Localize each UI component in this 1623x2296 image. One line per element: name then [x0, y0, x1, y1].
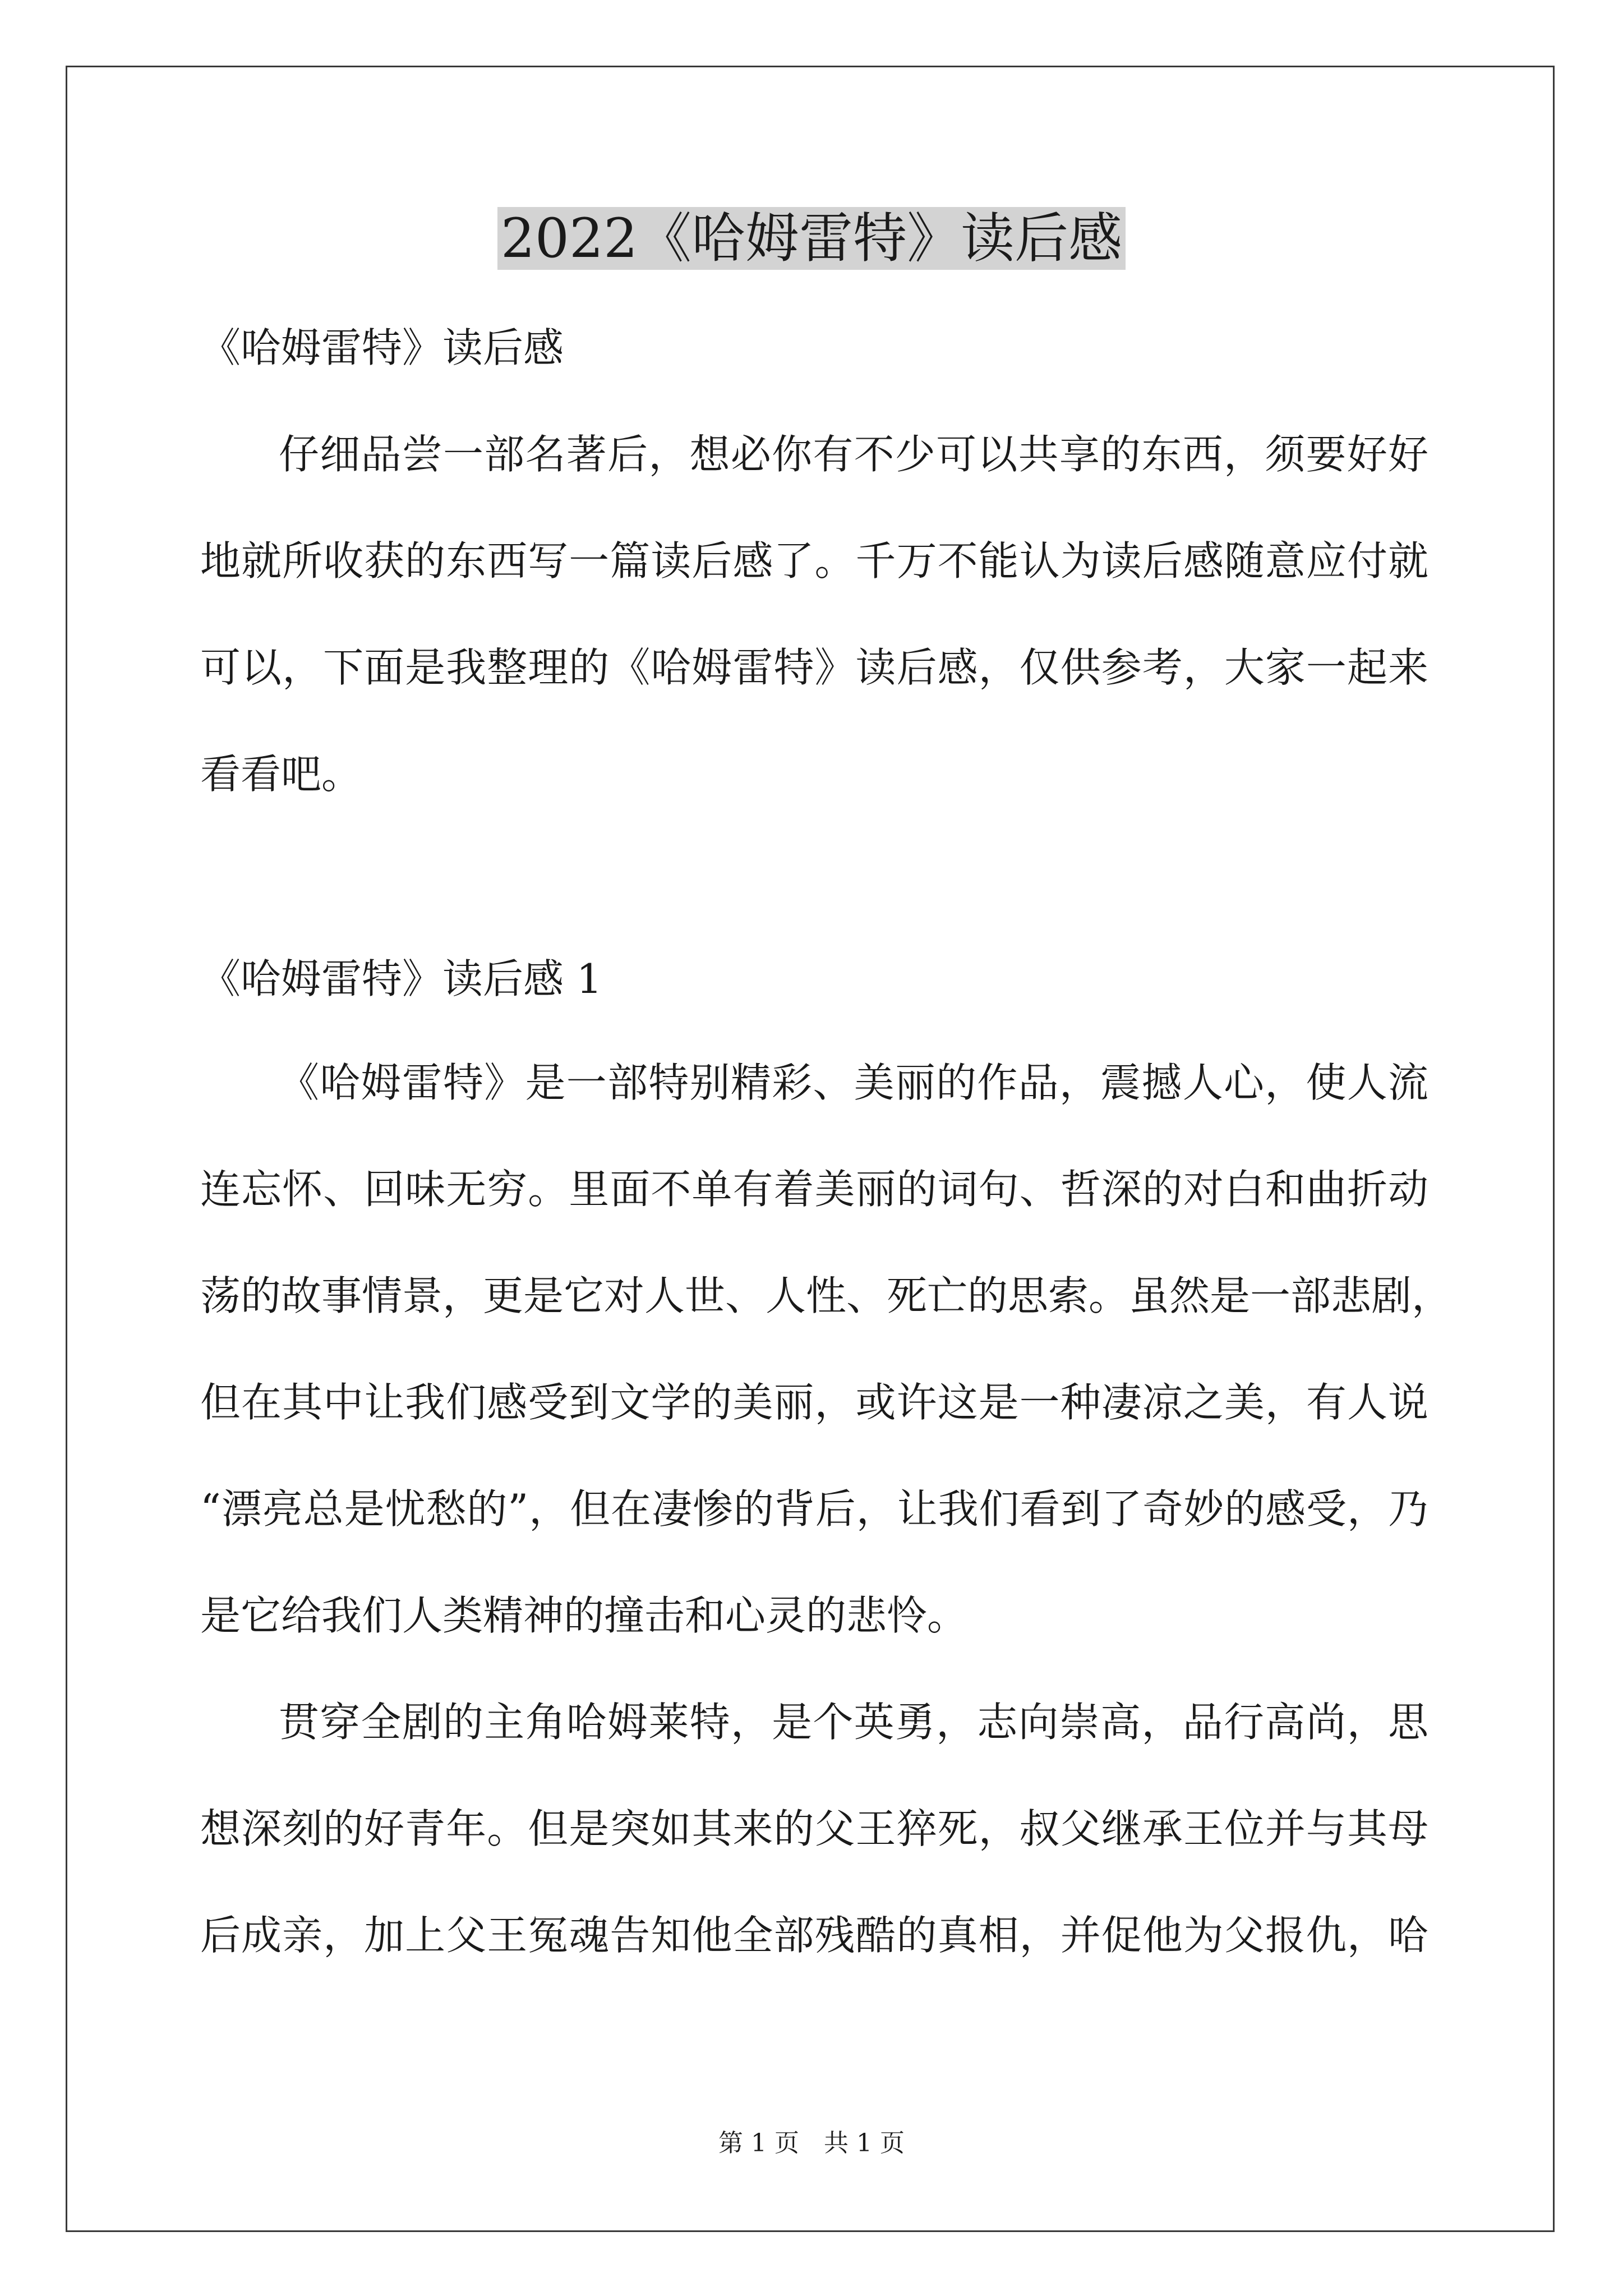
intro-paragraph-line: 地就所收获的东西写一篇读后感了。千万不能认为读后感随意应付就: [200, 537, 1428, 585]
section1-heading: 《哈姆雷特》读后感 1: [200, 955, 602, 1002]
section1-paragraph1-line: 是它给我们人类精神的撞击和心灵的悲怜。: [200, 1592, 968, 1639]
intro-heading: 《哈姆雷特》读后感: [200, 324, 564, 371]
page-footer: 第 1 页 共 1 页: [718, 2129, 905, 2157]
intro-paragraph-line: 仔细品尝一部名著后，想必你有不少可以共享的东西，须要好好: [279, 431, 1428, 478]
section1-paragraph2-line: 贯穿全剧的主角哈姆莱特，是个英勇，志向崇高，品行高尚，思: [279, 1699, 1428, 1746]
section1-paragraph1-line: 但在其中让我们感受到文学的美丽，或许这是一种凄凉之美，有人说: [200, 1379, 1428, 1426]
section1-paragraph2-line: 后成亲，加上父王冤魂告知他全部残酷的真相，并促他为父报仇，哈: [200, 1912, 1428, 1959]
document-title-text: 2022《哈姆雷特》读后感: [497, 207, 1126, 270]
section1-paragraph1-line: 《哈姆雷特》是一部特别精彩、美丽的作品，震撼人心，使人流: [279, 1059, 1428, 1106]
section1-paragraph1-line: 连忘怀、回味无穷。里面不单有着美丽的词句、哲深的对白和曲折动: [200, 1166, 1428, 1213]
intro-paragraph-line: 看看吧。: [200, 751, 362, 798]
section1-paragraph2-line: 想深刻的好青年。但是突如其来的父王猝死，叔父继承王位并与其母: [200, 1805, 1428, 1852]
section1-paragraph1-line: “漂亮总是忧愁的”，但在凄惨的背后，让我们看到了奇妙的感受，乃: [200, 1485, 1428, 1533]
document-title: [0, 199, 1623, 278]
intro-paragraph-line: 可以，下面是我整理的《哈姆雷特》读后感，仅供参考，大家一起来: [200, 644, 1428, 691]
section1-paragraph1-line: 荡的故事情景，更是它对人世、人性、死亡的思索。虽然是一部悲剧，: [200, 1272, 1453, 1319]
